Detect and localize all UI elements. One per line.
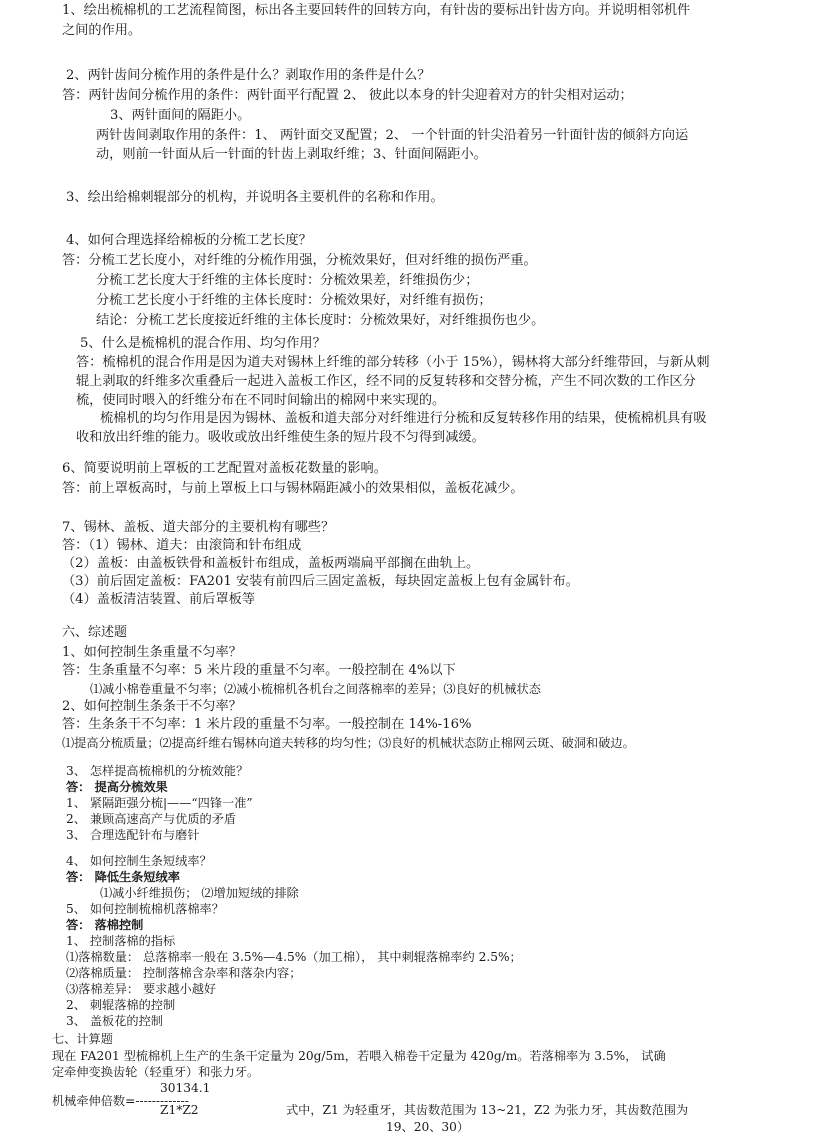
s7-problem-line1: 现在 FA201 型梳棉机上生产的生条干定量为 20g/5m，若喂入棉卷干定量为 420g/m。若落棉率为 3.5%， 试确 <box>52 1049 666 1063</box>
formula-denominator: Z1*Z2 <box>160 1103 199 1117</box>
s6-q3-answer-title: 答： 提高分梳效果 <box>66 780 168 794</box>
q5-answer-5: 收和放出纤维的能力。吸收或放出纤维使生条的短片段不匀得到减缓。 <box>76 430 485 445</box>
s6-q3-answer-3: 3、 合理选配针布与磨针 <box>66 828 200 842</box>
q7-answer-2: （2）盖板：由盖板铁骨和盖板针布组成，盖板两端扁平部搁在曲轨上。 <box>62 556 480 571</box>
q2-answer-4: 动，则前一针面从后一针面的针齿上剥取纤维；3、针面间隔距小。 <box>96 147 487 162</box>
s6-q5-answer-title: 答： 落棉控制 <box>66 918 144 932</box>
q5-answer-4: 梳棉机的均匀作用是因为锡林、盖板和道夫部分对纤维进行分梳和反复转移作用的结果，使梳棉机具有吸 <box>100 411 707 426</box>
q2-answer-1: 答：两针齿间分梳作用的条件：两针面平行配置 2、 彼此以本身的针尖迎着对方的针尖相对运动； <box>62 88 633 103</box>
s6-q1: 1、如何控制生条重量不匀率？ <box>62 645 242 660</box>
s6-q3-answer-1: 1、 紧隔距强分梳|——“四锋一准” <box>66 796 253 810</box>
formula-note-2: 19、20、30） <box>386 1120 470 1134</box>
q1-line2: 之间的作用。 <box>62 23 142 38</box>
s6-q5-answer-4: ⑶落棉差异： 要求越小越好 <box>66 982 217 996</box>
s6-q3-answer-2: 2、 兼顾高速高产与优质的矛盾 <box>66 812 237 826</box>
s6-q3: 3、 怎样提高梳棉机的分梳效能？ <box>66 764 249 778</box>
s6-q4-answer-title: 答： 降低生条短绒率 <box>66 870 180 884</box>
formula-numerator: 30134.1 <box>160 1081 211 1095</box>
section-6-heading: 六、综述题 <box>62 625 128 640</box>
s6-q1-answer-2: ⑴减小棉卷重量不匀率；⑵减小梳棉机各机台之间落棉率的差异；⑶良好的机械状态 <box>90 682 541 696</box>
q4-answer-4: 结论：分梳工艺长度接近纤维的主体长度时：分梳效果好，对纤维损伤也少。 <box>96 313 545 328</box>
q7-answer-3: （3）前后固定盖板：FA201 安装有前四后三固定盖板，每块固定盖板上包有金属针布。 <box>62 574 579 589</box>
q2-answer-2: 3、两针面间的隔距小。 <box>110 108 251 123</box>
q4-answer-3: 分梳工艺长度小于纤维的主体长度时：分梳效果好，对纤维有损伤； <box>96 293 492 308</box>
s6-q5-answer-5: 2、 刺辊落棉的控制 <box>66 998 176 1012</box>
s6-q5: 5、 如何控制梳棉机落棉率？ <box>66 902 224 916</box>
formula-label: 机械牵伸倍数=------------- <box>52 1094 189 1108</box>
q5-answer-3: 梳，使同时喂入的纤维分布在不同时间输出的棉网中来实现的。 <box>76 393 446 408</box>
q3-question: 3、绘出给棉刺辊部分的机构，并说明各主要机件的名称和作用。 <box>66 190 444 205</box>
q5-question: 5、什么是梳棉机的混合作用、均匀作用？ <box>80 336 326 351</box>
q7-answer-4: （4）盖板清洁装置、前后罩板等 <box>62 592 256 607</box>
s6-q4-answer-1: ⑴减小纤维损伤； ⑵增加短绒的排除 <box>100 886 299 900</box>
q2-question: 2、两针齿间分梳作用的条件是什么？剥取作用的条件是什么？ <box>66 68 431 83</box>
q7-answer-1: 答：（1）锡林、道夫：由滚筒和针布组成 <box>62 538 302 553</box>
q6-answer-1: 答：前上罩板高时，与前上罩板上口与锡林隔距减小的效果相似，盖板花减少。 <box>62 481 524 496</box>
q5-answer-2: 辊上剥取的纤维多次重叠后一起进入盖板工作区，经不同的反复转移和交替分梳，产生不同次数的工作区分 <box>76 374 696 389</box>
s6-q5-answer-6: 3、 盖板花的控制 <box>66 1014 163 1028</box>
s6-q2-answer-2: ⑴提高分梳质量；⑵提高纤维右锡林向道夫转移的均匀性；⑶良好的机械状态防止棉网云斑、破洞和破边。 <box>62 736 635 750</box>
s6-q1-answer-1: 答：生条重量不匀率：5 米片段的重量不匀率。一般控制在 4%以下 <box>62 663 456 678</box>
s6-q5-answer-1: 1、 控制落棉的指标 <box>66 934 176 948</box>
s6-q2-answer-1: 答：生条条干不匀率：1 米片段的重量不匀率。一般控制在 14%-16% <box>62 717 472 732</box>
section-7-heading: 七、计算题 <box>52 1032 113 1046</box>
q4-answer-1: 答：分梳工艺长度小，对纤维的分梳作用强，分梳效果好，但对纤维的损伤严重。 <box>62 253 537 268</box>
q7-question: 7、锡林、盖板、道夫部分的主要机构有哪些？ <box>62 520 335 535</box>
q1-line1: 1、绘出梳棉机的工艺流程简图，标出各主要回转件的回转方向，有针齿的要标出针齿方向。并说明相邻机件 <box>62 3 691 18</box>
s6-q5-answer-2: ⑴落棉数量： 总落棉率一般在 3.5%—4.5%（加工棉）， 其中刺辊落棉率约 2.5%； <box>66 950 522 964</box>
q5-answer-1: 答：梳棉机的混合作用是因为道夫对锡林上纤维的部分转移（小于 15%），锡林将大部分纤维带回，与新从刺 <box>76 355 710 370</box>
q4-answer-2: 分梳工艺长度大于纤维的主体长度时：分梳效果差，纤维损伤少； <box>96 273 479 288</box>
q4-question: 4、如何合理选择给棉板的分梳工艺长度？ <box>66 233 312 248</box>
s6-q2: 2、如何控制生条条干不匀率？ <box>62 699 242 714</box>
q6-question: 6、简要说明前上罩板的工艺配置对盖板花数量的影响。 <box>62 461 387 476</box>
formula-note: 式中，Z1 为轻重牙，其齿数范围为 13~21，Z2 为张力牙，其齿数范围为 <box>286 1103 689 1117</box>
q2-answer-3: 两针齿间剥取作用的条件：1、 两针面交叉配置；2、 一个针面的针尖沿着另一针面针齿的倾斜方向运 <box>96 128 689 143</box>
s7-problem-line2: 定牵伸变换齿轮（轻重牙）和张力牙。 <box>52 1065 260 1079</box>
s6-q5-answer-3: ⑵落棉质量： 控制落棉含杂率和落杂内容； <box>66 966 302 980</box>
s6-q4: 4、 如何控制生条短绒率？ <box>66 854 212 868</box>
